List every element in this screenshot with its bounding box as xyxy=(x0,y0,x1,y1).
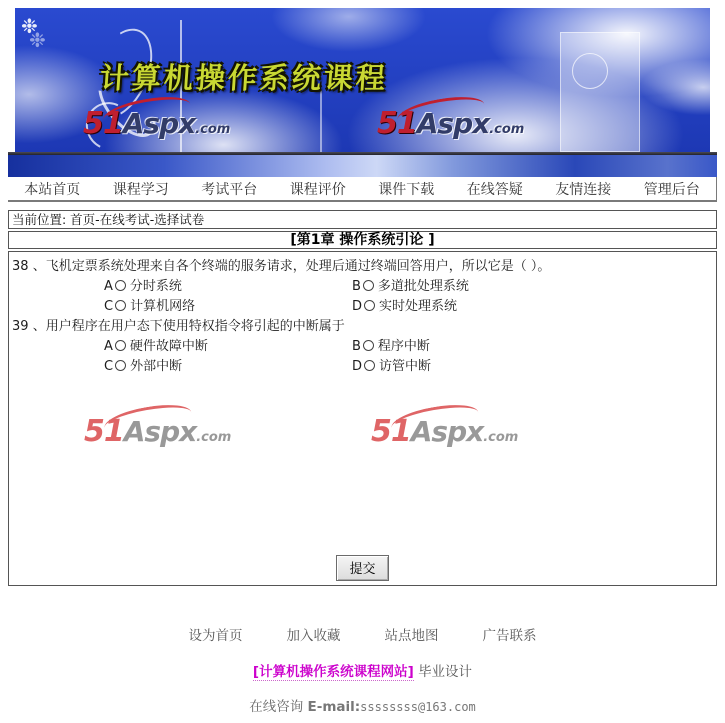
option-letter: A xyxy=(104,279,113,294)
option-letter: B xyxy=(352,339,361,354)
option-label: 计算机网络 xyxy=(130,299,196,314)
option-38-A xyxy=(104,275,182,294)
footer-links xyxy=(0,624,725,644)
radio-button[interactable] xyxy=(363,340,374,351)
radio-button[interactable] xyxy=(115,280,126,291)
radio-button[interactable] xyxy=(364,360,375,371)
chapter-title: [第1章 操作系统引论 ] xyxy=(8,231,717,249)
question-38-number: 38 xyxy=(12,259,29,274)
nav-item-exam-platform[interactable]: 考试平台 xyxy=(201,181,258,198)
radio-button[interactable] xyxy=(363,280,374,291)
51aspx-watermark: 51Aspx.com xyxy=(83,106,230,141)
option-38-D xyxy=(352,295,457,314)
option-letter: D xyxy=(352,299,363,314)
option-letter: C xyxy=(104,299,114,314)
email-label: E-mail: xyxy=(307,699,361,715)
option-label: 程序中断 xyxy=(377,339,430,354)
question-38-text: 、飞机定票系统处理来自各个终端的服务请求，处理后通过终端回答用户，所以它是（ ）。 xyxy=(32,259,551,274)
radio-button[interactable] xyxy=(115,360,126,371)
radio-button[interactable] xyxy=(364,300,375,311)
option-label: 多道批处理系统 xyxy=(377,279,469,294)
radio-button[interactable] xyxy=(115,300,126,311)
nav-item-online-qa[interactable]: 在线答疑 xyxy=(466,181,523,198)
option-label: 硬件故障中断 xyxy=(129,339,208,354)
option-label: 外部中断 xyxy=(130,359,183,374)
option-39-B xyxy=(352,335,430,354)
option-label: 访管中断 xyxy=(379,359,432,374)
site-suffix: 毕业设计 xyxy=(418,664,473,680)
nav-item-course-learning[interactable]: 课程学习 xyxy=(112,181,169,198)
banner-vertical-line xyxy=(320,90,322,152)
option-39-C xyxy=(104,355,182,374)
option-38-B xyxy=(352,275,469,294)
submit-row xyxy=(9,555,716,581)
question-39-text: 、用户程序在用户态下使用特权指令将引起的中断属于 xyxy=(32,319,345,334)
option-letter: C xyxy=(104,359,114,374)
option-letter: D xyxy=(352,359,363,374)
breadcrumb: 当前位置: 首页-在线考试-选择试卷 xyxy=(8,210,717,229)
blue-strip xyxy=(8,155,717,177)
contact-row xyxy=(0,695,725,715)
nav-item-course-evaluation[interactable]: 课程评价 xyxy=(289,181,346,198)
footer-link-set-homepage[interactable]: 设为首页 xyxy=(188,628,243,644)
footer xyxy=(0,624,725,715)
question-39 xyxy=(12,315,345,334)
nav-item-friend-links[interactable]: 友情连接 xyxy=(555,181,612,198)
radio-button[interactable] xyxy=(115,340,126,351)
option-39-D xyxy=(352,355,431,374)
quiz-area xyxy=(8,251,717,586)
nav-item-courseware-download[interactable]: 课件下载 xyxy=(378,181,435,198)
contact-label: 在线咨询 xyxy=(249,699,304,715)
snowflake-icon: ❉ xyxy=(21,14,38,38)
footer-link-advertising[interactable]: 广告联系 xyxy=(482,628,537,644)
footer-link-sitemap[interactable]: 站点地图 xyxy=(384,628,439,644)
option-39-A xyxy=(104,335,208,354)
site-name-link[interactable]: [计算机操作系统课程网站] xyxy=(252,664,414,680)
footer-link-add-favorite[interactable]: 加入收藏 xyxy=(286,628,341,644)
51aspx-watermark: 51Aspx.com xyxy=(377,106,524,141)
site-credit-row xyxy=(0,660,725,680)
option-letter: B xyxy=(352,279,361,294)
option-letter: A xyxy=(104,339,113,354)
question-39-number: 39 xyxy=(12,319,29,334)
option-38-C xyxy=(104,295,195,314)
site-title: 计算机操作系统课程 xyxy=(98,61,390,95)
email-address: ssssssss@163.com xyxy=(360,700,476,714)
banner xyxy=(15,8,710,152)
51aspx-watermark: 51Aspx.com xyxy=(84,414,231,449)
circle-decoration xyxy=(572,53,608,89)
51aspx-watermark: 51Aspx.com xyxy=(371,414,518,449)
main-navigation xyxy=(8,177,717,202)
nav-item-admin[interactable]: 管理后台 xyxy=(643,181,700,198)
option-label: 分时系统 xyxy=(129,279,182,294)
door-decoration xyxy=(560,32,640,152)
submit-button[interactable]: 提交 xyxy=(336,555,388,581)
nav-item-home[interactable]: 本站首页 xyxy=(24,181,81,198)
option-label: 实时处理系统 xyxy=(379,299,458,314)
question-38 xyxy=(12,255,550,274)
